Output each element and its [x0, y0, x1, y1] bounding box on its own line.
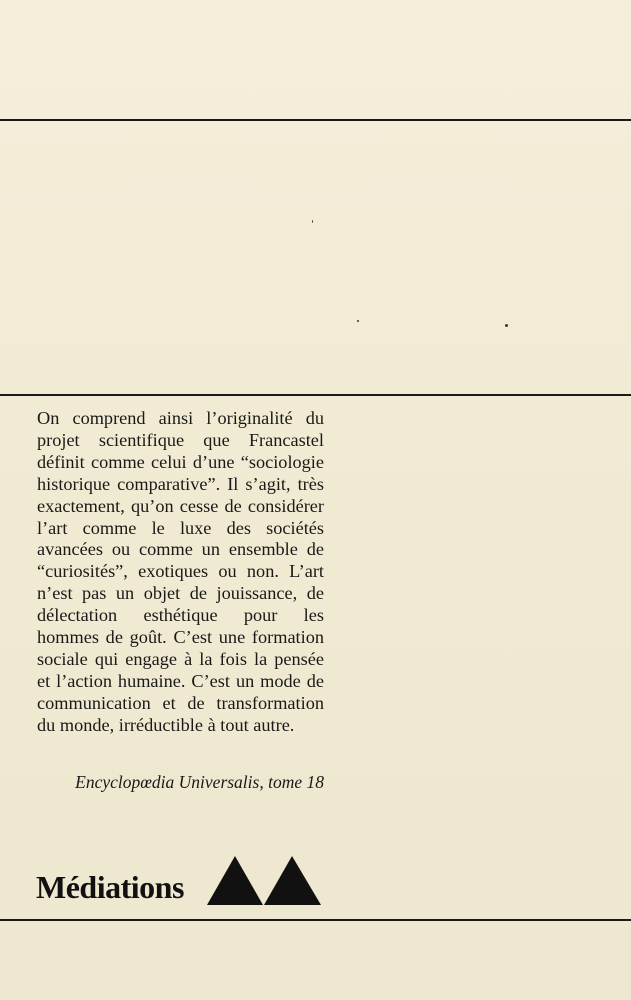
back-cover-blurb: On comprend ainsi l’originalité du projet scientifique que Francastel définit comme celui d’une “sociologie historique comparative”. Il s’agit, très exactement, qu’on cesse de considérer l’art comme le luxe des sociétés avancées ou comme un ensemble de “curiosités”, exotiques ou non. L’art n’est pas un objet de jouissance, de délectation esthétique pour les hommes de goût. C’est une formation sociale qui engage à la fois la pensée et l’action humaine. C’est un mode de communication et de transformation du monde, irréductible à tout autre. [37, 408, 324, 735]
series-name: Médiations [36, 869, 184, 905]
paper-speck [312, 220, 313, 223]
paper-speck [357, 320, 359, 322]
citation-source: Encyclopœdia Universalis, tome 18 [75, 772, 324, 792]
middle-divider [0, 394, 631, 396]
paper-speck [505, 324, 508, 327]
top-divider [0, 119, 631, 121]
double-triangle-logo-icon [207, 856, 321, 905]
bottom-divider [0, 919, 631, 921]
